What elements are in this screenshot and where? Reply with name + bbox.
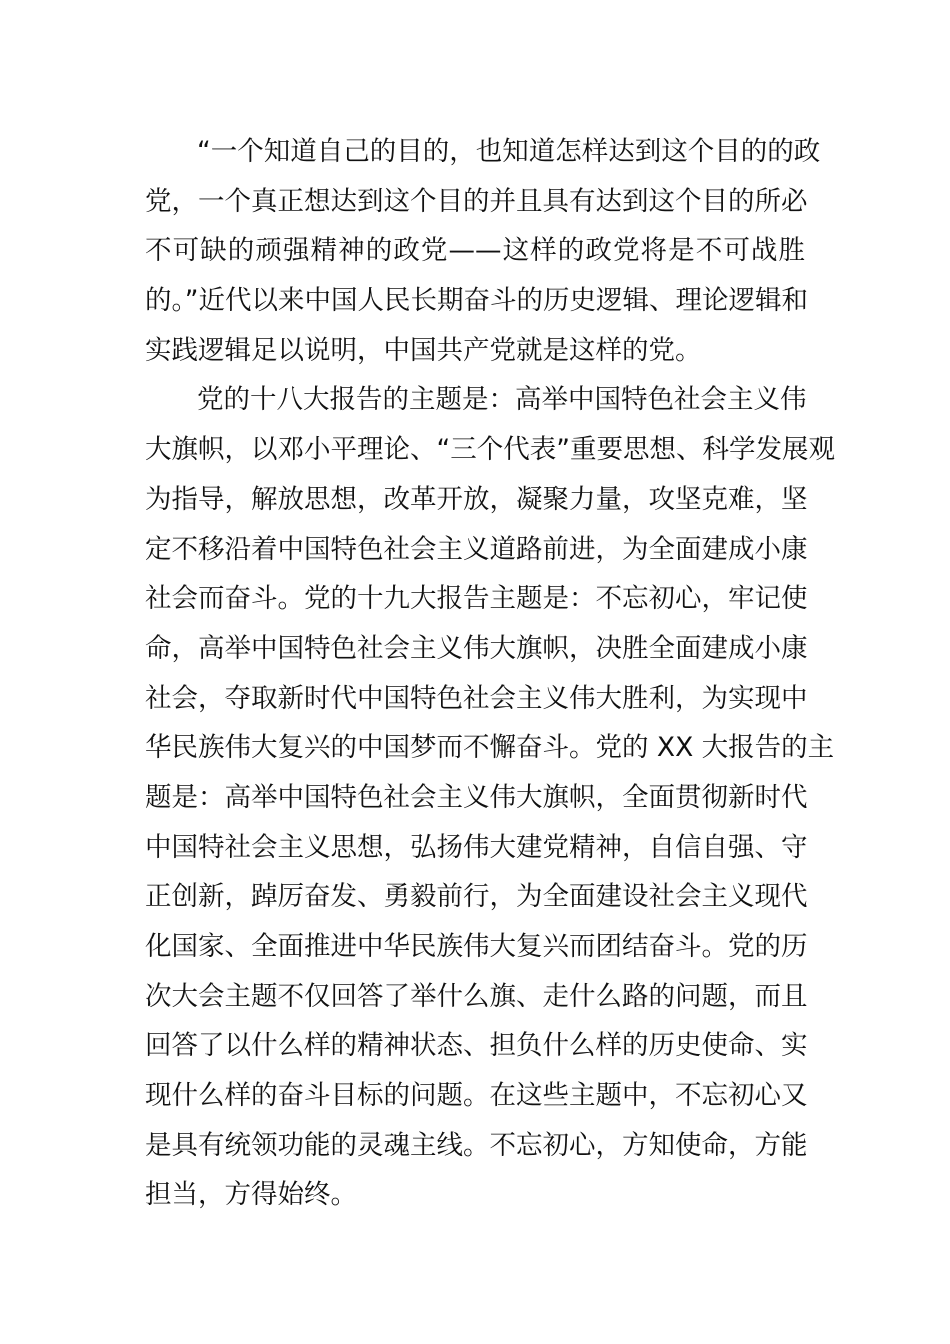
text-line: 定不移沿着中国特色社会主义道路前进，为全面建成小康 bbox=[145, 533, 808, 565]
text-line: 为指导，解放思想，改革开放，凝聚力量，攻坚克难，坚 bbox=[145, 483, 808, 515]
document-page bbox=[145, 127, 835, 1220]
text-line: 实践逻辑足以说明，中国共产党就是这样的党。 bbox=[145, 334, 702, 366]
text-line: “一个知道自己的目的，也知道怎样达到这个目的的政 bbox=[197, 136, 821, 167]
text-line: 题是：高举中国特色社会主义伟大旗帜，全面贯彻新时代 bbox=[145, 781, 808, 813]
paragraph-1 bbox=[145, 127, 821, 375]
text-line: 的。”近代以来中国人民长期奋斗的历史逻辑、理论逻辑和 bbox=[145, 285, 808, 317]
text-line: 党，一个真正想达到这个目的并且具有达到这个目的所必 bbox=[145, 185, 808, 217]
text-line: 命，高举中国特色社会主义伟大旗帜，决胜全面建成小康 bbox=[145, 632, 808, 664]
text-line: 华民族伟大复兴的中国梦而不懈奋斗。党的 XX 大报告的主 bbox=[145, 732, 835, 764]
text-line: 回答了以什么样的精神状态、担负什么样的历史使命、实 bbox=[145, 1030, 808, 1062]
text-line: 现什么样的奋斗目标的问题。在这些主题中，不忘初心又 bbox=[145, 1080, 808, 1112]
text-line: 不可缺的顽强精神的政党——这样的政党将是不可战胜 bbox=[145, 235, 805, 267]
text-line: 次大会主题不仅回答了举什么旗、走什么路的问题，而且 bbox=[145, 980, 808, 1012]
text-line: 化国家、全面推进中华民族伟大复兴而团结奋斗。党的历 bbox=[145, 931, 808, 962]
text-line: 是具有统领功能的灵魂主线。不忘初心，方知使命，方能 bbox=[145, 1129, 808, 1161]
text-line: 正创新，踔厉奋发、勇毅前行，为全面建设社会主义现代 bbox=[145, 881, 808, 913]
text-line: 社会而奋斗。党的十九大报告主题是：不忘初心，牢记使 bbox=[145, 583, 808, 615]
text-line: 党的十八大报告的主题是：高举中国特色社会主义伟 bbox=[197, 384, 807, 416]
text-line: 中国特社会主义思想，弘扬伟大建党精神，自信自强、守 bbox=[145, 831, 808, 863]
text-line: 担当，方得始终。 bbox=[145, 1179, 357, 1211]
text-line: 大旗帜，以邓小平理论、“三个代表”重要思想、科学发展观 bbox=[145, 434, 835, 466]
paragraph-2 bbox=[145, 375, 835, 1220]
text-line: 社会，夺取新时代中国特色社会主义伟大胜利，为实现中 bbox=[145, 682, 808, 714]
